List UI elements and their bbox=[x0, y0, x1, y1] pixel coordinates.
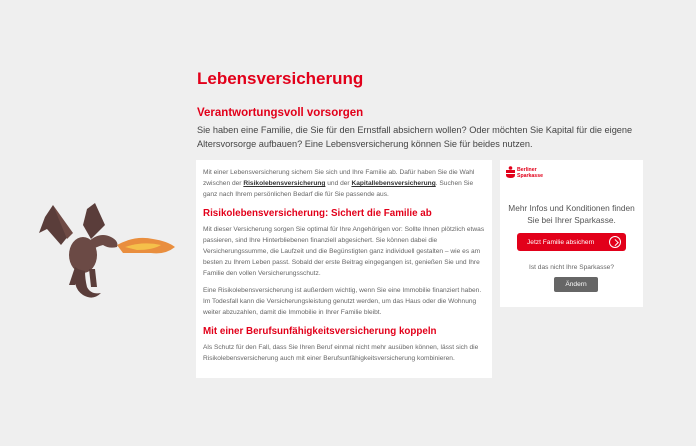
secure-family-button-label: Jetzt Familie absichern bbox=[527, 238, 595, 246]
section-paragraph: Als Schutz für den Fall, dass Sie Ihren Beruf einmal nicht mehr ausüben können, lässt sich die Risikolebensversicherung auch mit einer Berufsunfähigkeitsversicherung kombinieren. bbox=[203, 344, 479, 362]
sparkasse-logo bbox=[506, 166, 546, 190]
article-content bbox=[196, 160, 492, 378]
logo-line-1: Berliner bbox=[517, 167, 537, 173]
article-intro-text-end: . Suchen Sie ganz nach Ihrem persönlichen Bedarf die für Sie passende aus. bbox=[203, 180, 474, 198]
article-intro-paragraph bbox=[203, 167, 486, 200]
article-intro-text: Mit einer Lebensversicherung sichern Sie sich und Ihre Familie ab. Dafür haben Sie die Wahl zwischen der bbox=[203, 169, 475, 187]
capital-life-insurance-link[interactable]: Kapitallebensversicherung bbox=[351, 180, 436, 187]
intro-heading: Verantwortungsvoll vorsorgen bbox=[197, 107, 364, 119]
sparkasse-sidebar bbox=[500, 160, 643, 307]
article-intro-text-middle: und der bbox=[325, 180, 352, 187]
risk-life-insurance-link[interactable]: Risikolebensversicherung bbox=[243, 180, 326, 187]
change-branch-question: Ist das nicht Ihre Sparkasse? bbox=[528, 264, 615, 271]
dragon-illustration bbox=[25, 195, 185, 307]
secure-family-button[interactable] bbox=[517, 233, 626, 251]
section-heading-disability: Mit einer Berufsunfähigkeitsversicherung koppeln bbox=[203, 326, 437, 337]
section-paragraph: Mit dieser Versicherung sorgen Sie optimal für Ihre Angehörigen vor: Sollte Ihnen plötzlich etwas passieren, sind Ihre Hinterbliebenen finanziell abgesichert. Sie können dabei die Versicherungssumme, die Laufzeit und die Begünstigten ganz individuell gestalten – wie es am besten zu Ihrem Leben passt. Sobald der erste Beitrag eingegangen ist, genießen Sie und Ihre Familie den vollen Versicherungsschutz. bbox=[203, 226, 485, 277]
logo-line-2: Sparkasse bbox=[517, 173, 543, 180]
chevron-right-circle-icon bbox=[609, 236, 621, 248]
sparkasse-logo-icon bbox=[506, 166, 515, 178]
section-paragraph: Eine Risikolebensversicherung ist außerdem wichtig, wenn Sie eine Immobilie finanziert haben. Im Todesfall kann die Versicherungsleistung genutzt werden, um das Haus oder die Wohnung weiter abzuzahlen, damit die Immobilie in Ihrer Familie bleibt. bbox=[203, 287, 482, 316]
intro-text: Sie haben eine Familie, die Sie für den Ernstfall absichern wollen? Oder möchten Sie Kapital für die eigene Altersvorsorge aufbauen? Eine Lebensversicherung können Sie für beides nutzen. bbox=[197, 125, 633, 149]
sidebar-info-text: Mehr Infos und Konditionen finden Sie bei Ihrer Sparkasse. bbox=[508, 203, 635, 225]
change-branch-button[interactable]: Ändern bbox=[554, 277, 598, 292]
page-title: Lebensversicherung bbox=[197, 69, 364, 88]
section-heading-risk: Risikolebensversicherung: Sichert die Familie ab bbox=[203, 208, 432, 219]
